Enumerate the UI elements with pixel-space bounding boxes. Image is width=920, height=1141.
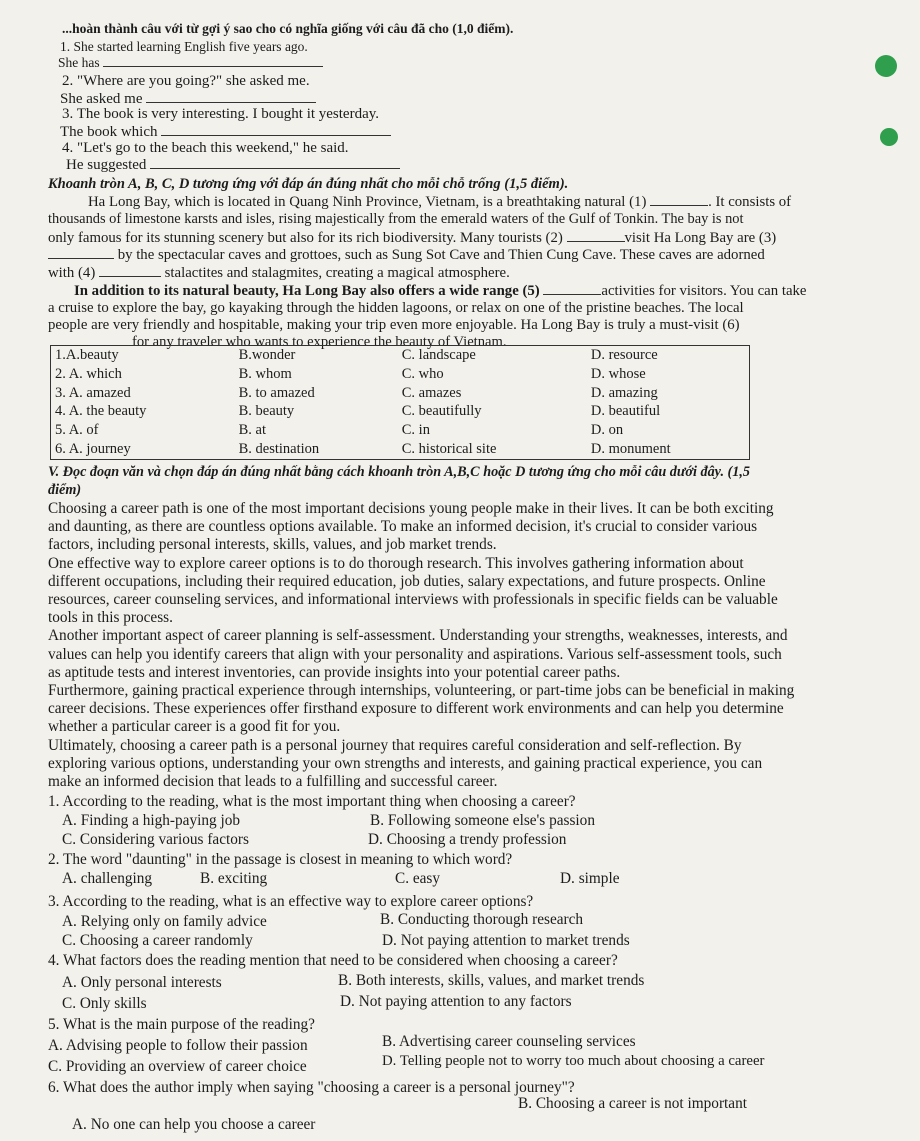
option-cell: D. beautiful [590,403,661,420]
options-row [51,365,750,384]
question-4: 4. What factors does the reading mention that need to be considered when choosing a career? [48,952,618,969]
passage-line: Furthermore, gaining practical experience through internships, volunteering, or part-time jobs can be beneficial in making [48,682,795,700]
answer-option[interactable]: C. Only skills [62,995,147,1012]
passage-line: different occupations, including their required education, job duties, salary expectations, and future prospects. Online [48,572,766,590]
option-cell: 4. A. the beauty [55,403,147,420]
green-circle-marker [875,55,897,77]
option-cell: C. in [401,422,430,439]
question-2: 2. The word "daunting" in the passage is closest in meaning to which word? [48,851,513,868]
option-cell: B. beauty [238,403,295,420]
option-cell: D. resource [590,346,658,363]
rewrite-start-2: She asked me [60,90,316,108]
rewrite-prompt-2: 2. "Where are you going?" she asked me. [62,73,310,89]
option-cell: C. who [401,365,444,382]
cloze-title: Khoanh tròn A, B, C, D tương ứng với đáp án đúng nhất cho mỗi chỗ trống (1,5 điểm). [48,176,569,192]
section-v-title: V. Đọc đoạn văn và chọn đáp án đúng nhất bằng cách khoanh tròn A,B,C hoặc D tương ứng cho mỗi câu dưới đây. (1,5 [48,464,751,480]
passage-line: resources, career counseling services, and informational interviews with professionals in specific fields can be valuable [48,591,778,609]
passage-line: Another important aspect of career planning is self-assessment. Understanding your strengths, weaknesses, interests, and [48,627,788,645]
cloze-line-6: In addition to its natural beauty, Ha Long Bay also offers a wide range (5) activities for visitors. You can take [74,283,807,299]
passage-line: tools in this process. [48,609,173,627]
answer-option[interactable]: C. Providing an overview of career choice [48,1058,307,1075]
option-cell: C. amazes [401,384,462,401]
options-row [51,346,750,365]
question-6: 6. What does the author imply when saying "choosing a career is a personal journey"? [48,1079,575,1096]
option-cell: 6. A. journey [55,441,131,458]
options-row [51,440,750,459]
option-cell: 2. A. which [55,365,122,382]
cloze-line-2: thousands of limestone karsts and isles, rising majestically from the emerald waters of the Gulf of Tonkin. The bay is not [48,211,744,227]
rewrite-prompt-1: 1. She started learning English five years ago. [60,39,308,54]
answer-option[interactable]: B. Advertising career counseling services [382,1033,636,1050]
option-cell: D. amazing [590,384,658,401]
answer-option[interactable]: B. exciting [200,870,268,887]
option-cell: D. on [590,422,624,439]
answer-option[interactable]: C. Considering various factors [62,831,249,848]
option-cell: D. monument [590,441,671,458]
answer-option[interactable]: A. Finding a high-paying job [62,812,241,829]
cloze-line-1: Ha Long Bay, which is located in Quang Ninh Province, Vietnam, is a breathtaking natural (1) . It consists of [88,194,792,210]
answer-option[interactable]: B. Choosing a career is not important [518,1095,747,1112]
option-cell: B.wonder [238,346,296,363]
answer-option[interactable]: A. Advising people to follow their passion [48,1037,308,1054]
option-cell: D. whose [590,365,646,382]
passage-line: as aptitude tests and interest inventories, can provide insights into your potential career paths. [48,663,621,681]
cloze-line-5: with (4) stalactites and stalagmites, creating a magical atmosphere. [48,265,510,281]
cloze-line-7: a cruise to explore the bay, go kayaking through the hidden lagoons, or relax on one of the pristine beaches. The local [48,300,744,316]
answer-option[interactable]: A. challenging [62,870,153,887]
rewrite-prompt-4: 4. "Let's go to the beach this weekend," he said. [62,140,349,156]
answer-option[interactable]: D. simple [560,870,620,887]
option-cell: 5. A. of [55,422,99,439]
options-row [51,402,750,421]
answer-option[interactable]: A. Relying only on family advice [62,913,267,930]
passage-line: Choosing a career path is one of the most important decisions young people make in their lives. It can be both exciting [48,500,774,517]
reading-passage [48,500,908,791]
answer-option[interactable]: D. Telling people not to worry too much about choosing a career [382,1053,765,1069]
answer-option[interactable]: B. Conducting thorough research [380,911,584,928]
answer-option[interactable]: A. No one can help you choose a career [72,1116,316,1133]
answer-option[interactable]: D. Not paying attention to any factors [340,993,572,1010]
answer-option[interactable]: D. Not paying attention to market trends [382,932,630,949]
passage-line: whether a particular career is a good fit for you. [48,718,341,736]
option-cell: C. landscape [401,346,476,363]
rewrite-start-3: The book which [60,123,391,141]
passage-line: and daunting, as there are countless options available. To make an informed decision, it's crucial to consider various [48,518,758,536]
options-row [51,421,750,440]
answer-option[interactable]: A. Only personal interests [62,974,222,991]
answer-option[interactable]: D. Choosing a trendy profession [368,831,567,848]
passage-line: One effective way to explore career options is to do thorough research. This involves gathering information about [48,554,744,572]
answer-option[interactable]: C. easy [395,870,441,887]
question-5: 5. What is the main purpose of the reading? [48,1016,315,1033]
cloze-line-9: for any traveler who wants to experience the beauty of Vietnam. [132,334,507,350]
passage-line: values can help you identify careers that align with your personality and aspirations. Various self-assessment tools, such [48,645,782,663]
passage-line: make an informed decision that leads to a fulfilling and successful career. [48,773,498,791]
passage-line: Ultimately, choosing a career path is a personal journey that requires careful consideration and self-reflection. By [48,736,742,754]
passage-line: factors, including personal interests, skills, values, and job market trends. [48,536,497,554]
section-iv-title: ...hoàn thành câu với từ gợi ý sao cho có nghĩa giống với câu đã cho (1,0 điểm). [62,21,514,36]
option-cell: 1.A.beauty [55,346,119,363]
options-row [51,384,750,403]
green-circle-marker [880,128,898,146]
option-cell: B. whom [238,365,292,382]
rewrite-start-1: She has [58,54,323,71]
passage-line: exploring various options, understanding your own strengths and interests, and gaining practical experience, you can [48,754,763,772]
question-3: 3. According to the reading, what is an effective way to explore career options? [48,893,534,910]
answer-option[interactable]: B. Both interests, skills, values, and market trends [338,972,645,989]
cloze-line-3: only famous for its stunning scenery but also for its rich biodiversity. Many tourists (2) visit Ha Long Bay are (3) [48,230,777,246]
answer-option[interactable]: C. Choosing a career randomly [62,932,253,949]
option-cell: C. historical site [401,441,497,458]
option-cell: 3. A. amazed [55,384,131,401]
options-table [50,345,750,460]
option-cell: B. to amazed [238,384,315,401]
rewrite-start-4: He suggested [66,156,400,174]
cloze-line-4: by the spectacular caves and grottoes, such as Sung Sot Cave and Thien Cung Cave. These caves are adorned [48,246,765,264]
answer-option[interactable]: B. Following someone else's passion [370,812,595,829]
cloze-line-8: people are very friendly and hospitable, making your trip even more enjoyable. Ha Long Bay is truly a must-visit (6) [48,317,740,333]
option-cell: B. destination [238,441,320,458]
option-cell: C. beautifully [401,403,482,420]
section-v-title-cont: điểm) [48,482,82,498]
question-1: 1. According to the reading, what is the most important thing when choosing a career? [48,793,576,810]
option-cell: B. at [238,422,266,439]
passage-line: career decisions. These experiences offer firsthand exposure to different work environments and can help you determine [48,700,784,718]
rewrite-prompt-3: 3. The book is very interesting. I bought it yesterday. [62,106,380,122]
